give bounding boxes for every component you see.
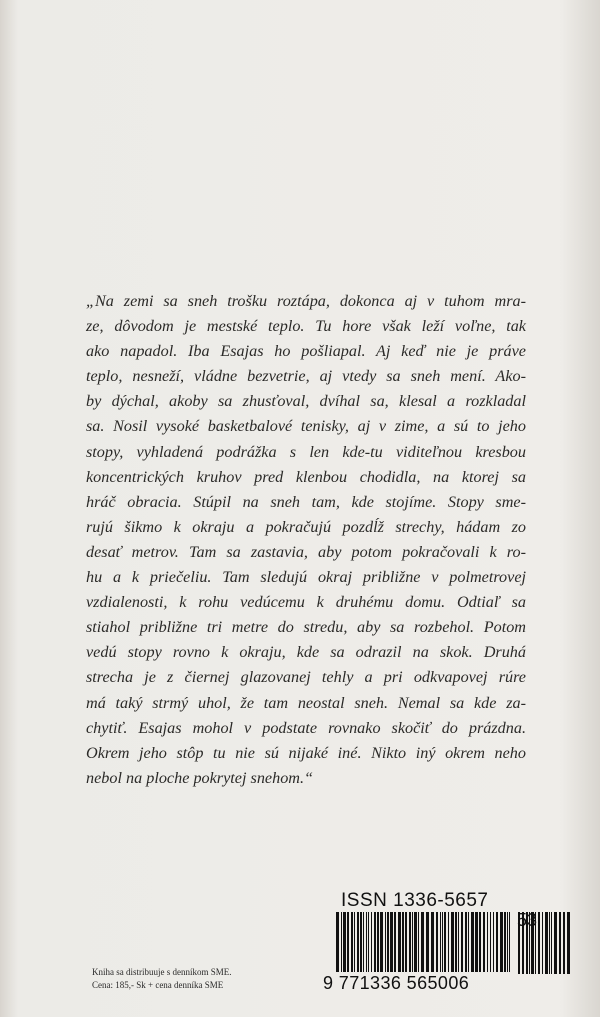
issn-label: ISSN 1336-5657 — [341, 890, 489, 911]
barcode-bar — [385, 912, 386, 972]
barcode-bar — [351, 912, 353, 972]
barcode-bar — [360, 912, 362, 972]
barcode-bar — [398, 912, 401, 972]
barcode-digits: 9 771336 565006 — [323, 973, 470, 993]
barcode-bar — [442, 912, 443, 972]
excerpt-passage — [86, 289, 526, 791]
barcode-bar — [354, 912, 355, 972]
barcode-bar — [357, 912, 359, 972]
barcode-bar — [347, 912, 349, 972]
passage-line: hu a k priečeliu. Tam sledujú okraj približne v polmetrovej — [86, 568, 526, 587]
passage-line: strecha je z čiernej glazovanej tehly a pri odkvapovej rúre — [86, 668, 526, 687]
barcode-bar — [366, 912, 367, 972]
barcode-bar — [387, 912, 389, 972]
passage-line: ako napadol. Iba Esajas ho pošliapal. Aj keď nie je práve — [86, 342, 526, 361]
barcode-bar — [451, 912, 454, 972]
barcode-bar — [336, 912, 339, 972]
barcode-bar — [563, 912, 565, 974]
passage-line: sa. Nosil vysoké basketbalové tenisky, aj v zime, a sú to jeho — [86, 417, 526, 436]
barcode-bar — [509, 912, 510, 972]
barcode-bar — [341, 912, 342, 972]
barcode-bar — [483, 912, 485, 972]
barcode-bar — [412, 912, 413, 972]
barcode-bar — [461, 912, 463, 972]
passage-line: koncentrických kruhov pred klenbou chodidla, na ktorej sa — [86, 467, 526, 486]
barcode-bar — [468, 912, 469, 972]
barcode-bar — [455, 912, 457, 972]
passage-line: nebol na ploche pokrytej snehom.“ — [86, 768, 314, 787]
barcode-bar — [374, 912, 376, 972]
barcode-bar — [418, 912, 419, 972]
barcode-bar — [549, 912, 550, 974]
barcode-bar — [394, 912, 396, 972]
barcode-icon — [336, 912, 510, 972]
passage-line: má taký strmý uhol, že tam neostal sneh. Nemal sa kde za- — [86, 693, 526, 712]
barcode-bar — [554, 912, 557, 974]
barcode-bar — [487, 912, 488, 972]
barcode-bar — [402, 912, 404, 972]
barcode-bar — [465, 912, 467, 972]
barcode-bar — [421, 912, 424, 972]
barcode-bar — [390, 912, 393, 972]
barcode-bar — [431, 912, 434, 972]
barcode-bar — [405, 912, 407, 972]
barcode-bar — [409, 912, 411, 972]
barcode-bar — [471, 912, 474, 972]
barcode-bar — [500, 912, 503, 972]
passage-line: hráč obracia. Stúpil na sneh tam, kde stojíme. Stopy sme- — [86, 492, 526, 511]
passage-line: teplo, nesneží, vládne bezvetrie, aj vtedy sa sneh mení. Ako- — [86, 367, 526, 386]
barcode-bar — [377, 912, 379, 972]
passage-line: vzdialenosti, k rohu vedúcemu k druhému domu. Odtiaľ sa — [86, 593, 526, 612]
barcode-bar — [426, 912, 429, 972]
passage-line: stiahol približne tri metre do stredu, aby sa rozbehol. Potom — [86, 618, 526, 637]
passage-line: Okrem jeho stôp tu nie sú nijaké iné. Nikto iný okrem neho — [86, 743, 526, 762]
distribution-note — [92, 966, 312, 992]
barcode-bar — [380, 912, 383, 972]
passage-line: rujú šikmo k okraju a pokračujú pozdĺž strechy, hádam zo — [86, 517, 526, 536]
price-line: Cena: 185,- Sk + cena denníka SME — [92, 980, 224, 990]
barcode-bar — [507, 912, 508, 972]
barcode-bar — [479, 912, 481, 972]
barcode-bar — [475, 912, 478, 972]
barcode-bar — [368, 912, 369, 972]
barcode-bar — [504, 912, 506, 972]
barcode-bar — [493, 912, 494, 972]
barcode-bar — [567, 912, 570, 974]
barcode-bar — [444, 912, 446, 972]
passage-line: „Na zemi sa sneh trošku roztápa, dokonca aj v tuhom mra- — [86, 292, 526, 310]
passage-line: stopy, vyhladená podrážka s len kde-tu viditeľnou kresbou — [86, 442, 526, 461]
barcode-bar — [343, 912, 346, 972]
passage-line: vedú stopy rovno k okraju, kde sa odrazil na skok. Druhá — [86, 643, 526, 662]
barcode-bar — [414, 912, 417, 972]
barcode-bar — [363, 912, 364, 972]
barcode-bar — [448, 912, 449, 972]
passage-line: desať metrov. Tam sa zastavia, aby potom pokračovali k ro- — [86, 542, 526, 561]
passage-line: by dýchal, akoby sa zhusťoval, dvíhal sa, klesal a rozkladal — [86, 392, 526, 411]
barcode-bar — [496, 912, 498, 972]
passage-line: ze, dôvodom je mestské teplo. Tu hore však leží voľne, tak — [86, 317, 526, 336]
barcode-bar — [551, 912, 552, 974]
distribution-line: Kniha sa distribuuje s denníkom SME. — [92, 967, 232, 977]
barcode-bar — [440, 912, 441, 972]
barcode-bar — [559, 912, 561, 974]
barcode-bar — [436, 912, 438, 972]
passage-line: chytiť. Esajas mohol v podstate rovnako skočiť do prázdna. — [86, 718, 526, 737]
barcode-bar — [490, 912, 491, 972]
barcode-bar — [371, 912, 372, 972]
addon-digits: 53 — [517, 910, 538, 930]
barcode-bar — [458, 912, 459, 972]
